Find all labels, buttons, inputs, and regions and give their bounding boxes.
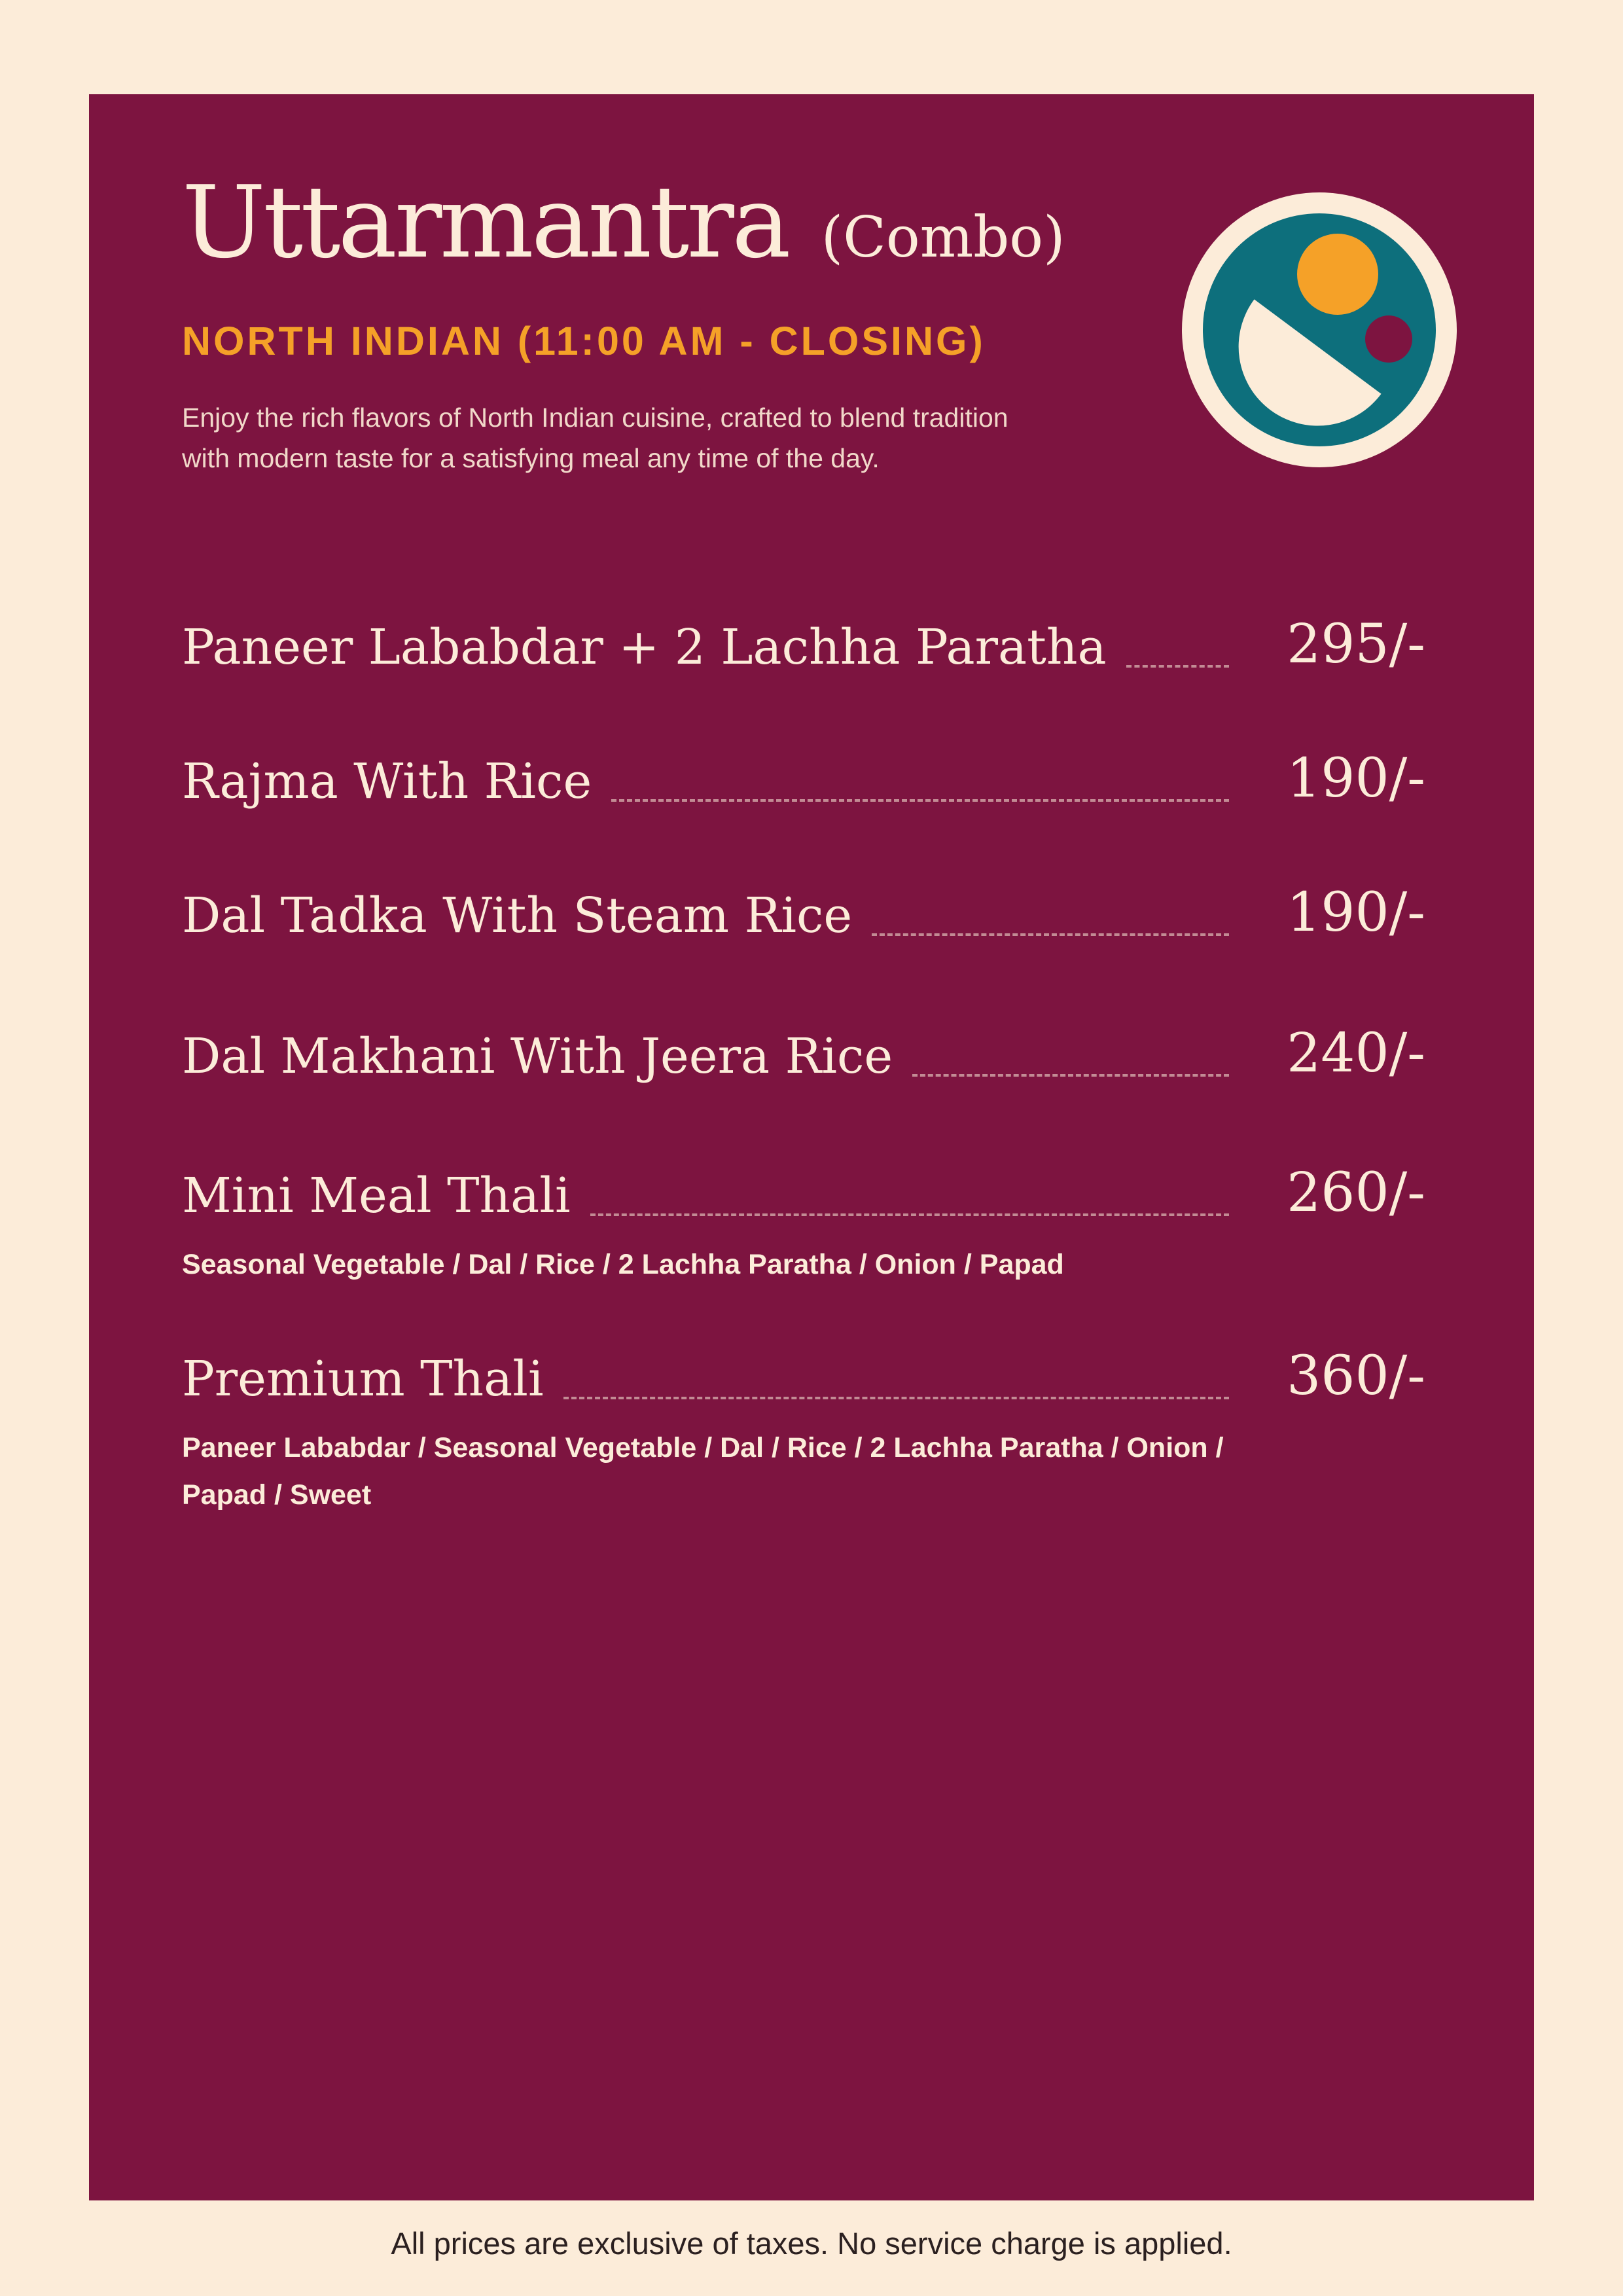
dotted-leader xyxy=(912,1074,1229,1077)
menu-item xyxy=(182,1153,1425,1288)
menu-item-price: 360/- xyxy=(1287,1345,1425,1407)
menu-item-price: 190/- xyxy=(1287,882,1425,944)
menu-panel xyxy=(89,94,1534,2200)
menu-item-description: Paneer Lababdar / Seasonal Vegetable / Dal / Rice / 2 Lachha Paratha / Onion / Papad / Sweet xyxy=(182,1432,1224,1511)
menu-description: Enjoy the rich flavors of North Indian cuisine, crafted to blend tradition with modern taste for a satisfying meal any time of the day. xyxy=(182,403,1008,473)
menu-subtitle: NORTH INDIAN (11:00 AM - CLOSING) xyxy=(182,319,986,363)
menu-item xyxy=(182,1014,1425,1092)
menu-item-name: Mini Meal Thali xyxy=(182,1168,571,1224)
menu-item-name: Dal Tadka With Steam Rice xyxy=(182,888,853,944)
dotted-leader xyxy=(590,1213,1229,1216)
menu-item xyxy=(182,1336,1425,1518)
menu-item xyxy=(182,605,1425,683)
menu-item-price: 240/- xyxy=(1287,1022,1425,1085)
menu-item-name: Premium Thali xyxy=(182,1351,544,1407)
dotted-leader xyxy=(1126,665,1229,668)
menu-item-name: Dal Makhani With Jeera Rice xyxy=(182,1028,893,1085)
menu-item-price: 190/- xyxy=(1287,747,1425,810)
sun-moon-plate-logo-icon xyxy=(1182,192,1457,467)
menu-item-description: Seasonal Vegetable / Dal / Rice / 2 Lachha Paratha / Onion / Papad xyxy=(182,1249,1064,1280)
menu-item-name: Paneer Lababdar + 2 Lachha Paratha xyxy=(182,619,1107,675)
menu-title-suffix: (Combo) xyxy=(821,205,1065,270)
menu-item-price: 260/- xyxy=(1287,1162,1425,1224)
menu-title: Uttarmantra xyxy=(182,164,789,280)
dotted-leader xyxy=(563,1397,1229,1399)
menu-item xyxy=(182,739,1425,817)
menu-item-price: 295/- xyxy=(1287,613,1425,675)
title-row xyxy=(182,164,1065,280)
menu-item-name: Rajma With Rice xyxy=(182,753,592,810)
footer-note: All prices are exclusive of taxes. No service charge is applied. xyxy=(391,2226,1232,2261)
dotted-leader xyxy=(872,933,1229,936)
menu-item xyxy=(182,873,1425,952)
dotted-leader xyxy=(611,799,1229,802)
